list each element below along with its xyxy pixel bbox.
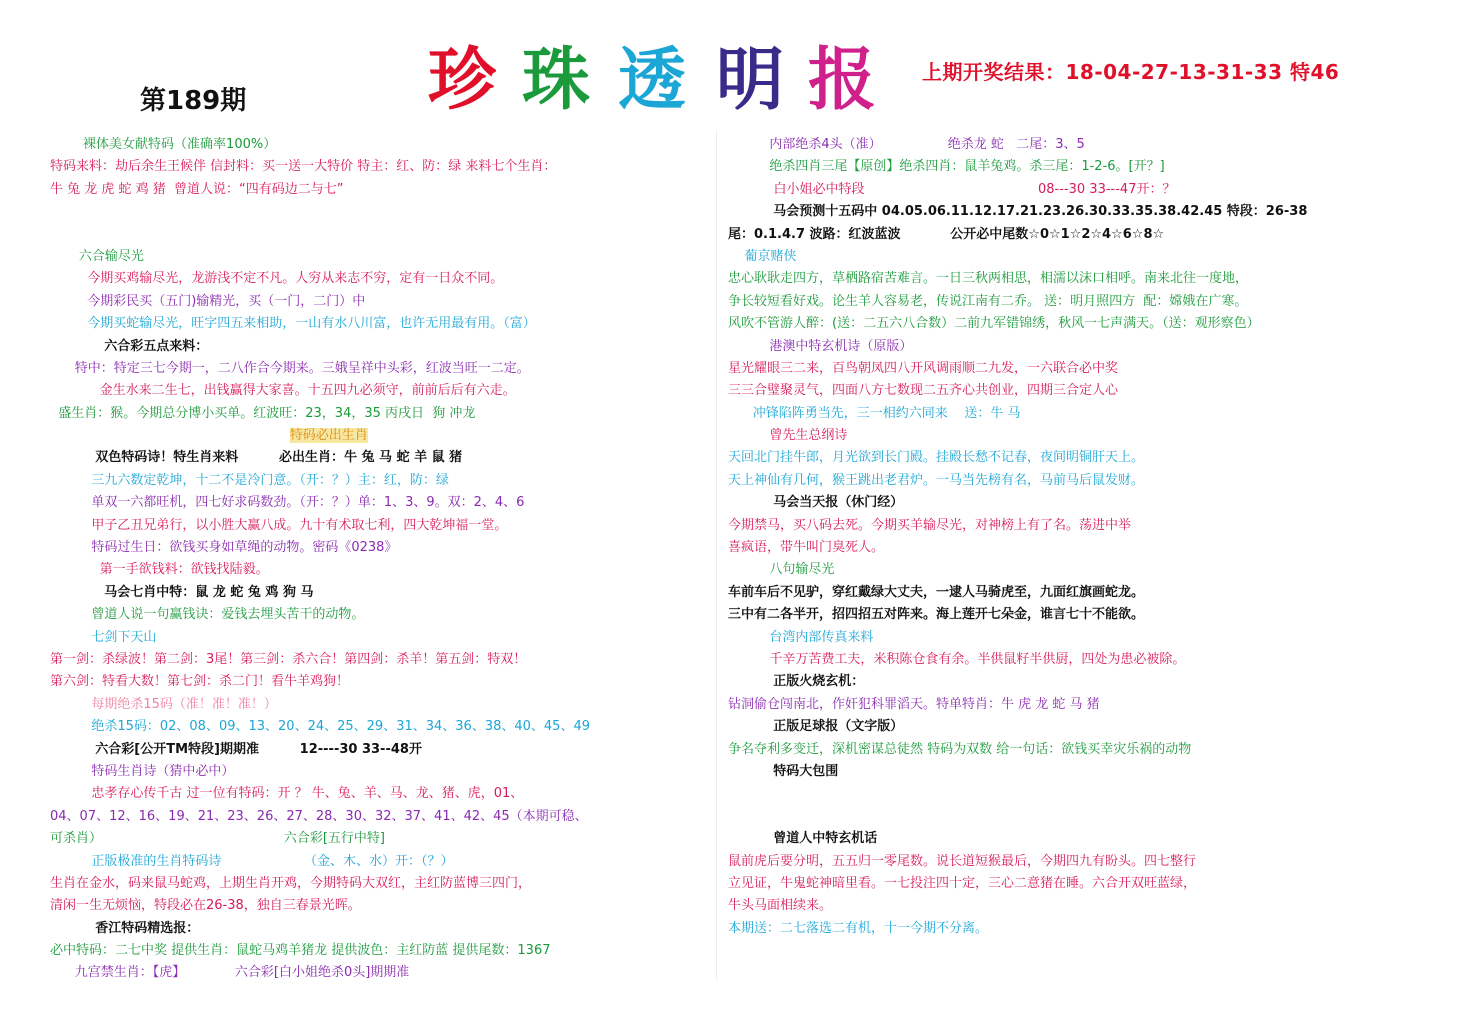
text-line bbox=[50, 224, 700, 246]
text-line: 香江特码精选报： bbox=[50, 920, 200, 936]
text-line: 清闲一生无烦恼，特段必在26-38，独自三春景光晖。 bbox=[50, 898, 361, 914]
text-line: 必中特码：二七中奖 提供生肖：鼠蛇马鸡羊猪龙 提供波色：主红防蓝 提供尾数：1367 bbox=[50, 943, 551, 959]
text-line: 忠孝存心传千古 过一位有特码：开 ？ 牛、兔、羊、马、龙、猪、虎，01、 bbox=[50, 786, 524, 802]
text-line: 特码来料：劫后余生王候伴 信封料：买一送一大特价 特主：红、防：绿 来料七个生肖： bbox=[50, 159, 557, 175]
left-column bbox=[50, 134, 700, 985]
text-line bbox=[728, 806, 1428, 828]
text-line: 生肖在金水，码来鼠马蛇鸡，上期生肖开鸡，今期特码大双红，主红防蓝博三四门， bbox=[50, 875, 532, 891]
text-line: 正版极准的生肖特码诗 （金、木、水）开：（？） bbox=[50, 853, 454, 869]
right-column bbox=[728, 134, 1428, 940]
text-line: 04、07、12、16、19、21、23、26、27、28、30、32、37、41、42、45（本期可稳、 bbox=[50, 808, 588, 824]
text-line: 天回北门挂牛郎，月光欲到长门殿。挂殿长愁不记春，夜间明铜肝天上。 bbox=[728, 450, 1145, 466]
text-line: 每期绝杀15码（准！准！准！） bbox=[50, 696, 277, 712]
text-line: 甲子乙丑兄弟行，以小胜大赢八成。九十有术取七利，四大乾坤福一堂。 bbox=[50, 517, 508, 533]
text-line: 双色特码诗！特生肖来料 必出生肖：牛 兔 马 蛇 羊 鼠 猪 bbox=[50, 450, 463, 466]
text-line: 牛头马面相续来。 bbox=[728, 898, 833, 914]
text-line: 千辛万苦费工夫，米积陈仓食有余。半供鼠籽半供厨，四处为患必被除。 bbox=[728, 651, 1186, 667]
highlighted-label: 特码必出生肖 bbox=[289, 428, 368, 444]
text-line: 车前车后不见驴，穿红戴绿大丈夫，一逮人马骑虎至，九面红旗画蛇龙。 bbox=[728, 584, 1145, 600]
text-line: 绝杀四肖三尾【原创】绝杀四肖：鼠羊兔鸡。杀三尾：1-2-6。[开？] bbox=[728, 159, 1165, 175]
title-char-4: 明 bbox=[716, 40, 785, 120]
text-line: 盛生肖：猴。今期总分博小买单。红波旺：23，34，35 丙戌日 狗 冲龙 bbox=[50, 405, 476, 421]
text-line: 三九六数定乾坤，十二不是冷门意。（开：？）主：红，防：绿 bbox=[50, 472, 449, 488]
text-line: 第一剑：杀绿波！第二剑：3尾！第三剑：杀六合！第四剑：杀羊！第五剑：特双！ bbox=[50, 651, 527, 667]
text-line: 金生水来二生七，出钱赢得大家喜。十五四九必须守，前前后后有六走。 bbox=[50, 383, 516, 399]
title-char-5: 报 bbox=[808, 40, 877, 120]
text-line bbox=[728, 783, 1428, 805]
text-line bbox=[50, 201, 700, 223]
text-line: 第六剑：特看大数！第七剑：杀二门！看牛羊鸡狗！ bbox=[50, 674, 350, 690]
text-line: 马会当天报（休门经） bbox=[728, 495, 904, 511]
text-line: 八句输尽光 bbox=[728, 562, 835, 578]
text-line: 特码大包围 bbox=[728, 763, 839, 779]
issue-number: 第189期 bbox=[140, 86, 247, 116]
text-line: 曾先生总纲诗 bbox=[728, 428, 848, 444]
text-line: 绝杀15码：02、08、09、13、20、24、25、29、31、34、36、38、40、45、49 bbox=[50, 719, 590, 735]
text-line: 三三合璧聚灵气，四面八方七数现二五齐心共创业，四期三合定人心 bbox=[728, 383, 1119, 399]
column-divider bbox=[716, 130, 717, 980]
text-line: 九宫禁生肖：【虎】 六合彩[白小姐绝杀0头]期期准 bbox=[50, 965, 410, 981]
text-line: 喜疯语，带牛叫门臭死人。 bbox=[728, 540, 885, 556]
text-line: 今期彩民买（五门)输精光，买（一门，二门）中 bbox=[50, 293, 366, 309]
text-line: 单双一六都旺机，四七好求码数劲。（开：？）单：1、3、9。双：2、4、6 bbox=[50, 495, 525, 511]
text-line: 今期禁马，买八码去死。今期买羊输尽光，对神榜上有了名。荡进中举 bbox=[728, 517, 1132, 533]
title-char-2: 珠 bbox=[522, 40, 591, 120]
text-line: 曾道人中特玄机话 bbox=[728, 831, 878, 847]
text-line: 尾：0.1.4.7 波路：红波蓝波 公开必中尾数☆0☆1☆2☆4☆6☆8☆ bbox=[728, 226, 1165, 242]
text-line: 港澳中特玄机诗（原版） bbox=[728, 338, 913, 354]
text-line: 马会七肖中特：鼠 龙 蛇 兔 鸡 狗 马 bbox=[50, 584, 314, 600]
text-line: 立见证，牛鬼蛇神暗里看。一七投注四十定，三心二意猪在睡。六合开双旺蓝绿， bbox=[728, 875, 1197, 891]
text-line: 忠心耿耿走四方，草栖路宿苦难言。一日三秋两相思，相濡以沫口相呼。南来北往一度地， bbox=[728, 271, 1249, 287]
text-line: 风吹不管游人醉：(送：二五六八合数）二前九军错锦绣，秋风一七声满天。（送：观形察色） bbox=[728, 316, 1260, 332]
text-line: 七剑下天山 bbox=[50, 629, 157, 645]
text-line: 星光耀眼三二来，百鸟朝凤四八开风调雨顺二九发，一六联合必中奖 bbox=[728, 360, 1119, 376]
text-line: 可杀肖） 六合彩[五行中特] bbox=[50, 831, 385, 847]
text-line: 葡京赌侠 bbox=[728, 248, 797, 264]
text-line: 天上神仙有几何，猴王跳出老君炉。一马当先榜有名，马前马后鼠发财。 bbox=[728, 472, 1145, 488]
text-line: 正版足球报（文字版） bbox=[728, 719, 904, 735]
text-line: 争名夺利多变迁，深机密谋总徒然 特码为双数 给一句话：欲钱买幸灾乐祸的动物 bbox=[728, 741, 1192, 757]
text-line: 钻洞偷仓闯南北，作奸犯科罪滔天。特单特肖：牛 虎 龙 蛇 马 猪 bbox=[728, 696, 1100, 712]
text-line: 今期买鸡输尽光，龙游浅不定不凡。人穷从来志不穷，定有一日众不同。 bbox=[50, 271, 504, 287]
text-line: 特码生肖诗（猜中必中） bbox=[50, 763, 235, 779]
text-line: 本期送：二七落选二有机，十一今期不分离。 bbox=[728, 920, 989, 936]
text-line: 鼠前虎后要分明，五五归一零尾数。说长道短猴最后，今期四九有盼头。四七整行 bbox=[728, 853, 1197, 869]
text-line: 三中有二各半开，招四招五对阵来。海上莲开七朵金，谁言七十不能欲。 bbox=[728, 607, 1145, 623]
text-line: 牛 兔 龙 虎 蛇 鸡 猪 曾道人说：“四有码边二与七” bbox=[50, 181, 344, 197]
text-line: 内部绝杀4头（准） 绝杀龙 蛇 二尾：3、5 bbox=[728, 137, 1085, 152]
title-char-3: 透 bbox=[618, 40, 687, 120]
text-line: 曾道人说一句赢钱诀：爱钱去埋头苦干的动物。 bbox=[50, 607, 365, 623]
title-char-1: 珍 bbox=[428, 40, 497, 120]
text-line: 六合彩[公开TM特段]期期准 12----30 33--48开 bbox=[50, 741, 422, 757]
text-line: 争长较短看好戏。论生羊人容易老，传说江南有二乔。 送：明月照四方 配：嫦娥在广寒。 bbox=[728, 293, 1248, 309]
text-line: 马会预测十五码中 04.05.06.11.12.17.21.23.26.30.33.35.38.42.45 特段：26-38 bbox=[728, 204, 1308, 220]
text-line: 裸体美女献特码（准确率100%） bbox=[50, 137, 277, 152]
text-line: 特中：特定三七今期一，二八作合今期来。三娥呈祥中头彩，红波当旺一二定。 bbox=[50, 360, 530, 376]
text-line: 第一手欲钱料：欲钱找陆毅。 bbox=[50, 562, 269, 578]
text-line: 特码过生日：欲钱买身如草绳的动物。密码《0238》 bbox=[50, 540, 398, 556]
text-line: 台湾内部传真来料 bbox=[728, 629, 874, 645]
text-line: 六合彩五点来料： bbox=[50, 338, 209, 354]
text-line bbox=[50, 425, 700, 447]
text-line: 今期买蛇输尽光，旺字四五来相助，一山有水八川富，也许无用最有用。（富） bbox=[50, 316, 536, 332]
text-line: 六合输尽光 bbox=[50, 248, 144, 264]
text-line: 冲锋陷阵勇当先，三一相约六同来 送：牛 马 bbox=[728, 405, 1021, 421]
last-draw-result: 上期开奖结果：18-04-27-13-31-33 特46 bbox=[922, 60, 1340, 84]
text-line: 正版火烧玄机： bbox=[728, 674, 865, 690]
text-line: 白小姐必中特段 08---30 33---47开：？ bbox=[728, 181, 1176, 197]
